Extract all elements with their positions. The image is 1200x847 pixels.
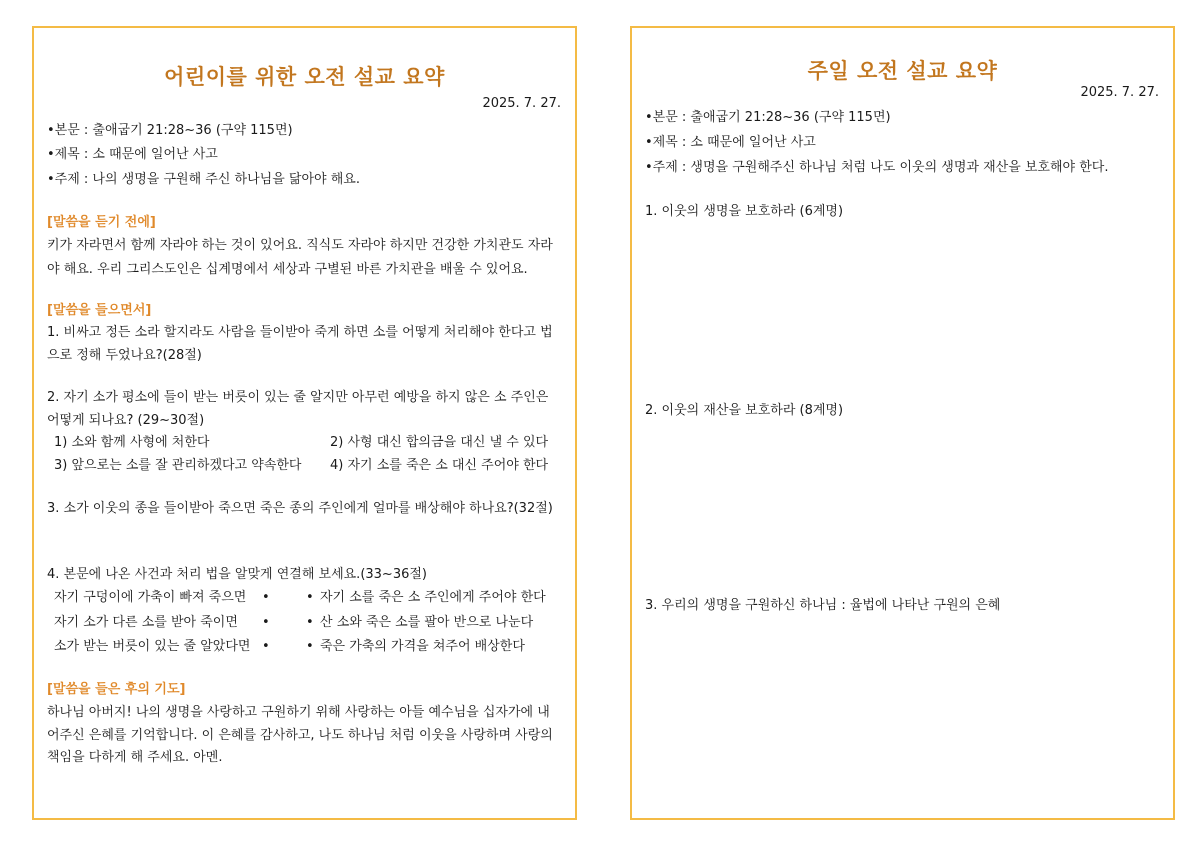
children-sermon-sheet bbox=[32, 26, 577, 820]
theme-line: •주제 : 생명을 구원해주신 하나님 처럼 나도 이웃의 생명과 재산을 보호해야 한다. bbox=[645, 160, 1109, 175]
sermon-title-line: •제목 : 소 때문에 일어난 사고 bbox=[47, 147, 218, 162]
theme-line: •주제 : 나의 생명을 구원해 주신 하나님을 닮아야 해요. bbox=[47, 172, 360, 187]
q2-option-1: 1) 소와 함께 사형에 처한다 bbox=[54, 435, 210, 450]
prayer-line: 책임을 다하게 해 주세요. 아멘. bbox=[47, 750, 223, 765]
q2-option-3: 3) 앞으로는 소를 잘 관리하겠다고 약속한다 bbox=[54, 458, 302, 473]
match-dot: • bbox=[306, 590, 314, 605]
question-3-line: 3. 소가 이웃의 종을 들이받아 죽으면 죽은 종의 주인에게 얼마를 배상해야 하나요?(32절) bbox=[47, 501, 553, 516]
match-left-item: 자기 소가 다른 소를 받아 죽이면 bbox=[54, 615, 238, 630]
match-right-item: 자기 소를 죽은 소 주인에게 주어야 한다 bbox=[320, 590, 546, 605]
during-heading: [말씀을 들으면서] bbox=[47, 303, 152, 318]
prayer-line: 어주신 은혜를 기억합니다. 이 은혜를 감사하고, 나도 하나님 처럼 이웃을 사랑하며 사랑의 bbox=[47, 728, 553, 743]
question-2-line: 어떻게 되나요? (29~30절) bbox=[47, 413, 205, 428]
point-1: 1. 이웃의 생명을 보호하라 (6계명) bbox=[645, 204, 844, 219]
match-right-item: 산 소와 죽은 소를 팔아 반으로 나눈다 bbox=[320, 615, 534, 630]
match-left-item: 소가 받는 버릇이 있는 줄 알았다면 bbox=[54, 639, 251, 654]
question-1-line: 으로 정해 두었나요?(28절) bbox=[47, 348, 202, 363]
children-sermon-title: 어린이를 위한 오전 설교 요약 bbox=[164, 65, 445, 89]
sermon-title-line: •제목 : 소 때문에 일어난 사고 bbox=[645, 135, 816, 150]
match-dot: • bbox=[262, 615, 270, 630]
prayer-line: 하나님 아버지! 나의 생명을 사랑하고 구원하기 위해 사랑하는 아들 예수님을 십자가에 내 bbox=[47, 705, 550, 720]
match-dot: • bbox=[262, 639, 270, 654]
point-2: 2. 이웃의 재산을 보호하라 (8계명) bbox=[645, 403, 844, 418]
adult-sermon-date: 2025. 7. 27. bbox=[1080, 85, 1159, 100]
question-2-line: 2. 자기 소가 평소에 들이 받는 버릇이 있는 줄 알지만 아무런 예방을 하지 않은 소 주인은 bbox=[47, 390, 549, 405]
children-sermon-date: 2025. 7. 27. bbox=[482, 96, 561, 111]
adult-sermon-sheet bbox=[630, 26, 1175, 820]
point-3: 3. 우리의 생명을 구원하신 하나님 : 율법에 나타난 구원의 은혜 bbox=[645, 598, 1001, 613]
scripture-line: •본문 : 출애굽기 21:28~36 (구약 115면) bbox=[645, 110, 891, 125]
match-dot: • bbox=[306, 615, 314, 630]
adult-sermon-title: 주일 오전 설교 요약 bbox=[807, 59, 998, 83]
scripture-line: •본문 : 출애굽기 21:28~36 (구약 115면) bbox=[47, 123, 293, 138]
q2-option-2: 2) 사형 대신 합의금을 대신 낼 수 있다 bbox=[330, 435, 549, 450]
before-text-line: 키가 자라면서 함께 자라야 하는 것이 있어요. 직식도 자라야 하지만 건강한 가치관도 자라 bbox=[47, 238, 553, 253]
after-heading: [말씀을 들은 후의 기도] bbox=[47, 682, 186, 697]
match-right-item: 죽은 가축의 가격을 쳐주어 배상한다 bbox=[320, 639, 525, 654]
before-text-line: 야 해요. 우리 그리스도인은 십계명에서 세상과 구별된 바른 가치관을 배울 수 있어요. bbox=[47, 262, 528, 277]
question-4-line: 4. 본문에 나온 사건과 처리 법을 알맞게 연결해 보세요.(33~36절) bbox=[47, 567, 427, 582]
before-heading: [말씀을 듣기 전에] bbox=[47, 215, 156, 230]
match-dot: • bbox=[306, 639, 314, 654]
question-1-line: 1. 비싸고 정든 소라 할지라도 사람을 들이받아 죽게 하면 소를 어떻게 처리해야 한다고 법 bbox=[47, 325, 553, 340]
match-left-item: 자기 구덩이에 가축이 빠져 죽으면 bbox=[54, 590, 247, 605]
match-dot: • bbox=[262, 590, 270, 605]
q2-option-4: 4) 자기 소를 죽은 소 대신 주어야 한다 bbox=[330, 458, 549, 473]
